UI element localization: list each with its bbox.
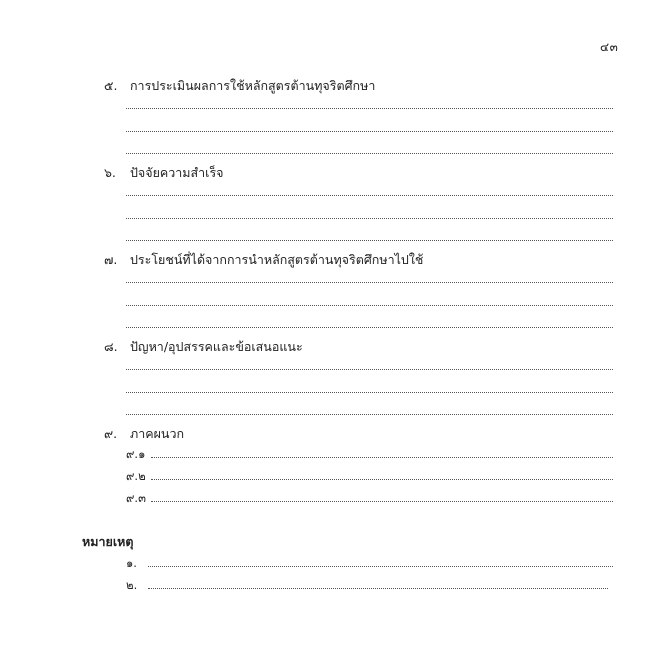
section-number: ๖.: [104, 165, 116, 180]
appendix-item-1: [126, 446, 145, 464]
fill-line[interactable]: [126, 369, 613, 370]
fill-line[interactable]: [126, 327, 613, 328]
fill-line[interactable]: [126, 392, 613, 393]
section-title: ภาคผนวก: [129, 426, 185, 441]
appendix-item-2: [126, 468, 146, 486]
section-title: ปัจจัยความสำเร็จ: [129, 165, 224, 180]
section-number: ๕.: [104, 78, 118, 93]
appendix-label: ๙.๒: [126, 469, 146, 483]
fill-line[interactable]: [126, 195, 613, 196]
fill-line[interactable]: [126, 108, 613, 109]
section-title: ปัญหา/อุปสรรคและข้อเสนอแนะ: [129, 339, 303, 354]
section-9-heading: [104, 424, 184, 444]
note-item-2: [126, 577, 137, 595]
fill-line[interactable]: [126, 131, 613, 132]
fill-line[interactable]: [151, 501, 613, 502]
fill-line[interactable]: [148, 566, 613, 567]
note-item-1: [126, 555, 137, 573]
section-number: ๙.: [104, 426, 118, 441]
section-5-heading: [104, 76, 375, 96]
notes-title: หมายเหตุ: [82, 534, 134, 549]
section-8-heading: [104, 337, 303, 357]
fill-line[interactable]: [151, 479, 613, 480]
section-number: ๘.: [104, 339, 118, 354]
appendix-label: ๙.๑: [126, 447, 146, 461]
fill-line[interactable]: [126, 240, 613, 241]
fill-line[interactable]: [126, 218, 613, 219]
section-title: การประเมินผลการใช้หลักสูตรต้านทุจริตศึกษา: [129, 78, 376, 93]
fill-line[interactable]: [151, 457, 613, 458]
note-label: ๒.: [126, 578, 138, 592]
section-6-heading: [104, 163, 224, 183]
fill-line[interactable]: [126, 282, 613, 283]
appendix-label: ๙.๓: [126, 491, 146, 505]
fill-line[interactable]: [126, 153, 613, 154]
fill-line[interactable]: [126, 305, 613, 306]
section-number: ๗.: [104, 252, 118, 267]
note-label: ๑.: [126, 556, 137, 570]
fill-line[interactable]: [126, 414, 613, 415]
fill-line[interactable]: [148, 588, 608, 589]
section-7-heading: [104, 250, 423, 270]
section-title: ประโยชน์ที่ได้จากการนำหลักสูตรต้านทุจริตศึกษาไปใช้: [129, 252, 424, 267]
appendix-item-3: [126, 490, 146, 508]
page-number: ๔๓: [600, 40, 619, 54]
